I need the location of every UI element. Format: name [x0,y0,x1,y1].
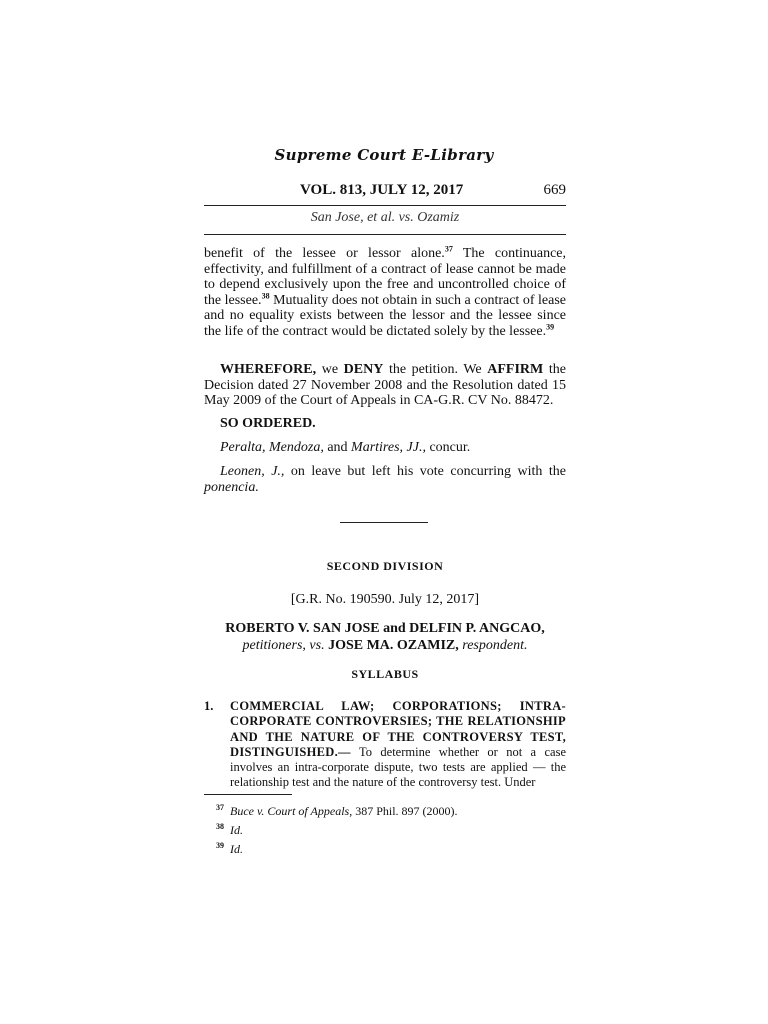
affirm-label: AFFIRM [487,362,544,377]
text-run: and [323,440,352,455]
paragraph-wherefore [204,362,566,409]
syllabus-item-text: To determine whether or not a case involves an intra-corporate dispute, two tests are applied — the relationship test and the nature of the controversy test. Under [230,744,566,790]
justice-names: Martires, JJ., [351,440,426,455]
paragraph-lease [204,246,566,340]
footnote-ref-39: 39 [546,322,555,332]
petitioners-names: ROBERTO V. SAN JOSE and DELFIN P. ANGCAO, [225,621,545,636]
division-heading: SECOND DIVISION [326,559,444,573]
syllabus-item-number: 1. [204,699,214,713]
case-title: San Jose, et al. vs. Ozamiz [310,210,460,225]
footnote-citation: Buce v. Court of Appeals [230,804,350,818]
footnote [216,823,243,838]
text-run: we [316,362,344,377]
footnote-rule [204,794,292,795]
footnote [216,804,458,819]
justice-names: Peralta, Mendoza, [220,440,324,455]
footnote-ref-38: 38 [261,291,270,301]
library-header: Supreme Court E-Library [274,146,494,164]
header-rule-top [204,205,566,206]
gr-number: [G.R. No. 190590. July 12, 2017] [290,592,480,607]
footnote-number: 37 [216,803,224,812]
footnote-citation: Id. [230,823,243,837]
so-ordered [204,416,566,432]
volume-label: VOL. 813, JULY 12, 2017 [300,182,464,198]
respondent-label: respondent. [458,638,528,653]
deny-label: DENY [343,362,384,377]
concurrence-line [204,440,566,456]
syllabus-item [204,699,566,791]
footnote [216,842,243,857]
page-number: 669 [543,182,566,198]
text-run: on leave but left his vote concurring with the [284,464,566,479]
running-header [204,182,566,204]
footnote-number: 38 [216,822,224,831]
footnote-text: , 387 Phil. 897 (2000). [349,804,458,818]
section-divider [340,522,428,523]
footnote-number: 39 [216,841,224,850]
wherefore-label: WHEREFORE, [220,362,317,377]
petitioners-label: petitioners, vs. [242,638,329,653]
text-run: benefit of the lessee or lessor alone. [204,246,445,261]
syllabus-item-heading: COMMERCIAL LAW; CORPORATIONS; INTRA-CORPORATE CONTROVERSIES; THE RELATIONSHIP AND THE NATURE OF THE CONTROVERSY TEST, DISTINGUISHED.— [230,699,566,759]
parties-block [204,620,566,654]
leonen-note [204,464,566,495]
text-run: the Decision dated 27 November 2008 and the Resolution dated 15 May 2009 of the Court of Appeals in CA-G.R. CV No. 88472. [204,362,566,409]
header-rule-bottom [204,234,566,235]
text-run: The continuance, effectivity, and fulfillment of a contract of lease cannot be made to depend exclusively upon the free and uncontrolled choice of the lessee. [204,246,566,308]
footnote-ref-37: 37 [444,244,453,254]
text-run: Mutuality does not obtain in such a contract of lease and no equality exists between the lessor and the lessee since the life of the contract would be dictated solely by the lessee. [204,292,567,339]
justice-name: Leonen, J., [220,464,285,479]
ponencia-word: ponencia. [204,479,259,495]
footnote-citation: Id. [230,842,243,856]
text-run: the petition. We [383,362,488,377]
so-ordered-text: SO ORDERED. [220,416,316,431]
respondent-name: JOSE MA. OZAMIZ, [328,638,459,653]
syllabus-heading: SYLLABUS [351,667,419,681]
text-run: concur. [425,440,471,455]
